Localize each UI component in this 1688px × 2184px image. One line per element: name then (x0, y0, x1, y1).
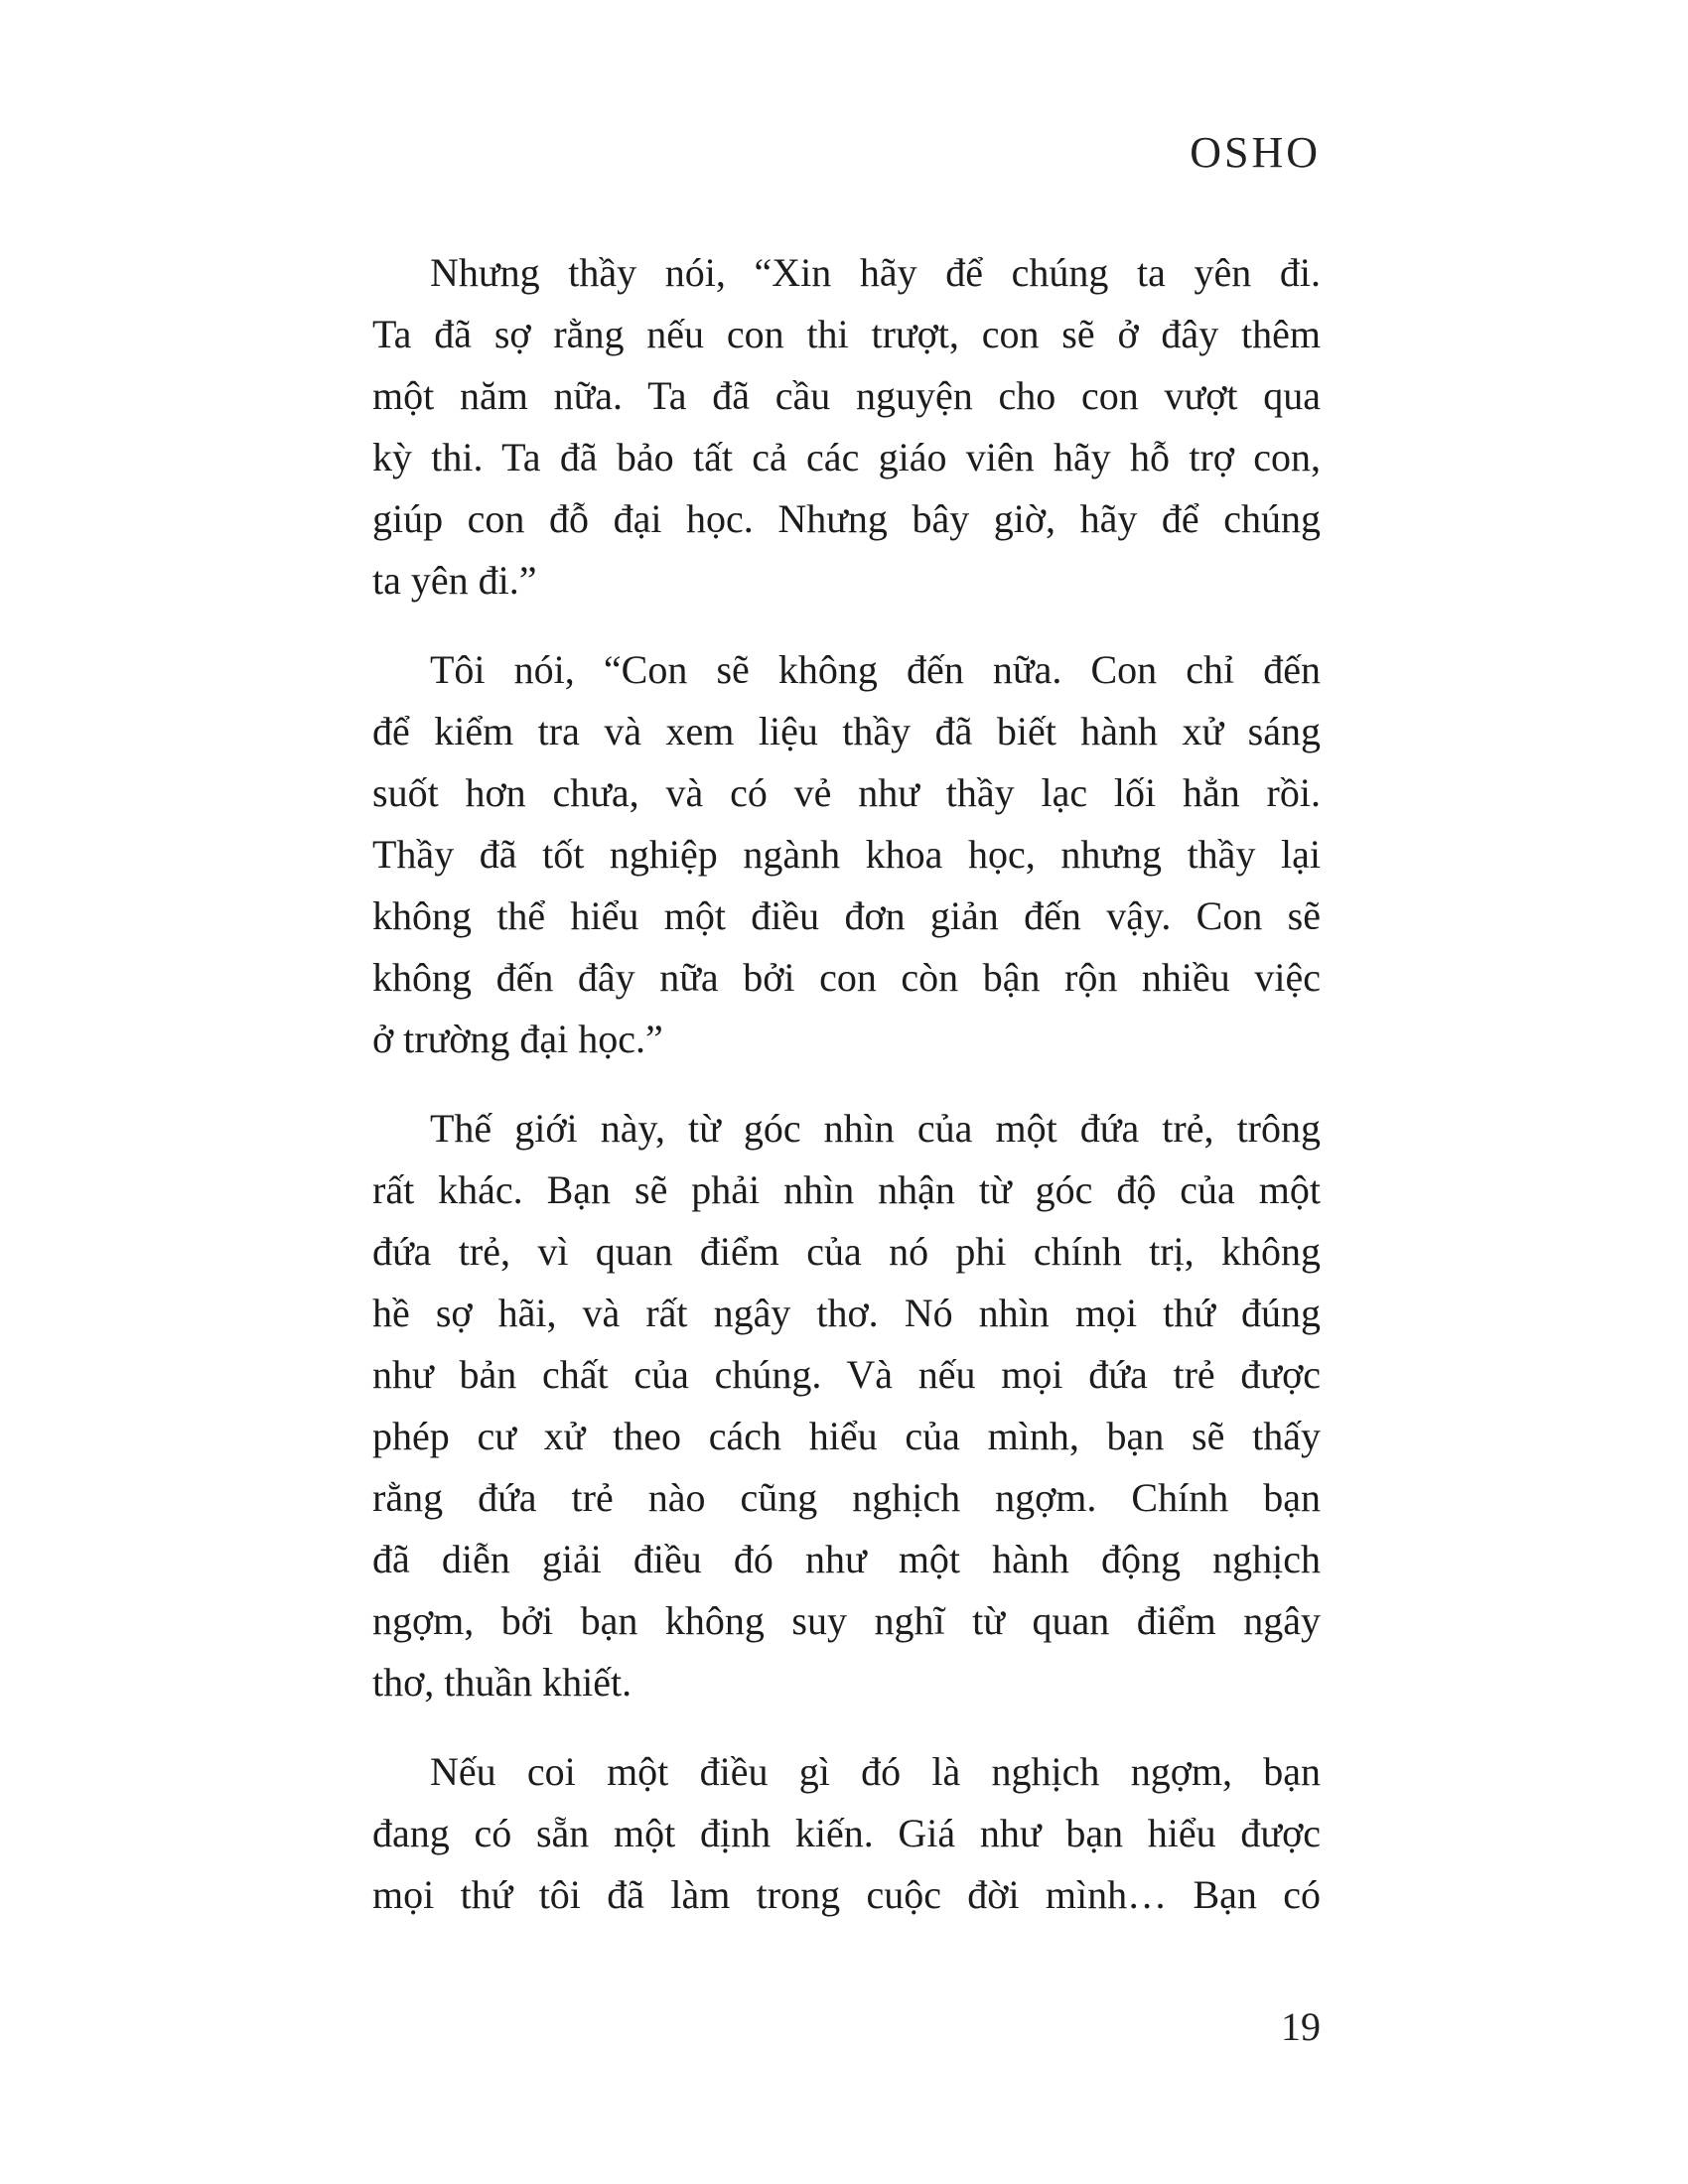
paragraph (372, 242, 1321, 612)
text-line: đứa trẻ, vì quan điểm của nó phi chính trị, không (372, 1229, 1321, 1274)
text-line: Nếu coi một điều gì đó là nghịch ngợm, bạn (430, 1749, 1321, 1794)
text-line: kỳ thi. Ta đã bảo tất cả các giáo viên hãy hỗ trợ con, (372, 435, 1321, 479)
text-line: Thầy đã tốt nghiệp ngành khoa học, nhưng thầy lại (372, 832, 1321, 877)
text-line: rằng đứa trẻ nào cũng nghịch ngợm. Chính bạn (372, 1475, 1321, 1520)
text-line: không đến đây nữa bởi con còn bận rộn nhiều việc (372, 955, 1321, 1000)
running-head-title: OSHO (1190, 128, 1321, 177)
text-line: đang có sẵn một định kiến. Giá như bạn hiểu được (372, 1811, 1321, 1855)
text-line: rất khác. Bạn sẽ phải nhìn nhận từ góc độ của một (372, 1167, 1321, 1212)
text-line: thơ, thuần khiết. (372, 1660, 633, 1705)
text-line: một năm nữa. Ta đã cầu nguyện cho con vượt qua (372, 373, 1321, 418)
text-line: Ta đã sợ rằng nếu con thi trượt, con sẽ ở đây thêm (372, 312, 1321, 356)
paragraph (372, 1098, 1321, 1713)
text-line: suốt hơn chưa, và có vẻ như thầy lạc lối hẳn rồi. (372, 770, 1321, 815)
text-line: ta yên đi.” (372, 558, 537, 603)
text-line: đã diễn giải điều đó như một hành động nghịch (372, 1537, 1321, 1581)
paragraph (372, 639, 1321, 1070)
text-line: ngợm, bởi bạn không suy nghĩ từ quan điểm ngây (372, 1598, 1321, 1643)
text-line: mọi thứ tôi đã làm trong cuộc đời mình… Bạn có (372, 1872, 1321, 1917)
text-line: Nhưng thầy nói, “Xin hãy để chúng ta yên đi. (430, 250, 1321, 295)
text-line: Thế giới này, từ góc nhìn của một đứa trẻ, trông (430, 1106, 1321, 1151)
page-body (372, 242, 1321, 1926)
paragraph (372, 1741, 1321, 1926)
text-line: như bản chất của chúng. Và nếu mọi đứa trẻ được (372, 1352, 1321, 1397)
text-line: Tôi nói, “Con sẽ không đến nữa. Con chỉ đến (430, 647, 1321, 692)
text-line: để kiểm tra và xem liệu thầy đã biết hành xử sáng (372, 709, 1321, 753)
text-line: hề sợ hãi, và rất ngây thơ. Nó nhìn mọi thứ đúng (372, 1291, 1321, 1335)
text-line: ở trường đại học.” (372, 1017, 663, 1061)
text-line: giúp con đỗ đại học. Nhưng bây giờ, hãy để chúng (372, 496, 1321, 541)
text-line: phép cư xử theo cách hiểu của mình, bạn sẽ thấy (372, 1414, 1321, 1458)
text-line: không thể hiểu một điều đơn giản đến vậy. Con sẽ (372, 893, 1321, 938)
page-number: 19 (1281, 2004, 1321, 2049)
